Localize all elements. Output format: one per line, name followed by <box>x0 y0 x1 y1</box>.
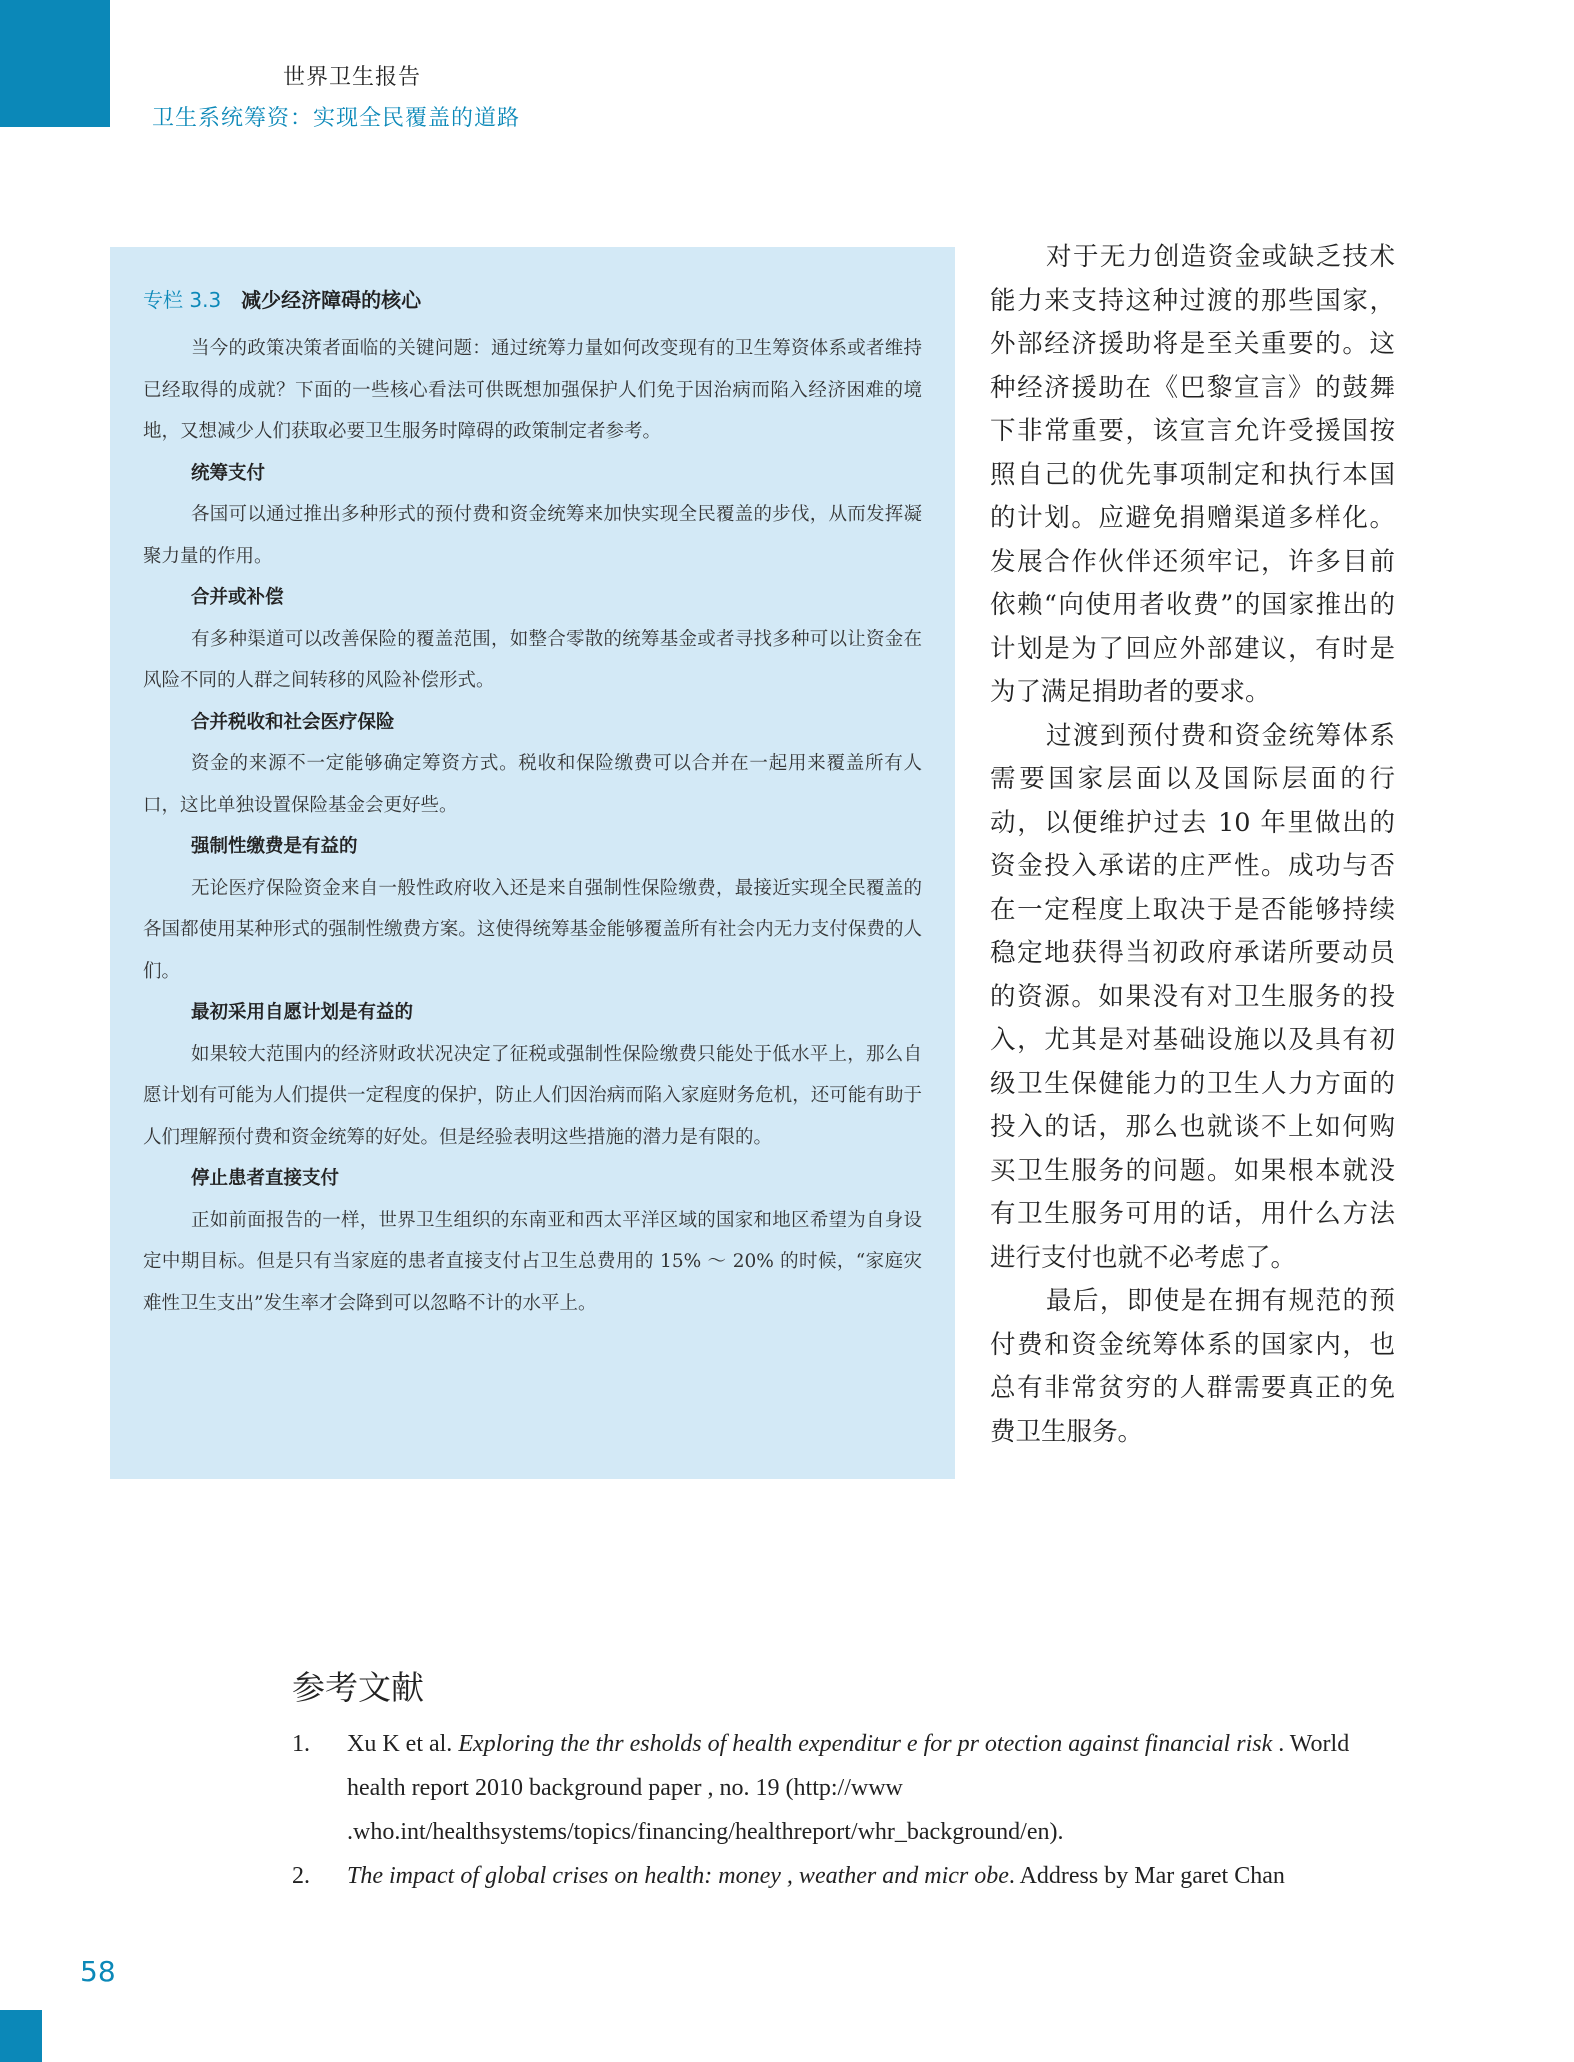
bottom-corner-accent <box>0 2010 42 2062</box>
box-section-heading: 合并或补偿 <box>191 587 284 608</box>
box-section-text: 无论医疗保险资金来自一般性政府收入还是来自强制性保险缴费，最接近实现全民覆盖的各国都使用某种形式的强制性缴费方案。这使得统筹基金能够覆盖所有社会内无力支付保费的人们。 <box>143 877 922 982</box>
box-section-text: 资金的来源不一定能够确定筹资方式。税收和保险缴费可以合并在一起用来覆盖所有人口，这比单独设置保险基金会更好些。 <box>143 753 922 816</box>
box-section-heading: 强制性缴费是有益的 <box>191 836 358 857</box>
box-section-heading: 最初采用自愿计划是有益的 <box>191 1002 414 1023</box>
body-paragraph: 对于无力创造资金或缺乏技术能力来支持这种过渡的那些国家，外部经济援助将是至关重要的。这种经济援助在《巴黎宣言》的鼓舞下非常重要，该宣言允许受援国按照自己的优先事项制定和执行本国的计划。应避免捐赠渠道多样化。发展合作伙伴还须牢记，许多目前依赖“向使用者收费”的国家推出的计划是为了回应外部建议，有时是为了满足捐助者的要求。 <box>990 242 1395 707</box>
box-heading <box>143 283 922 318</box>
running-header-subtitle: 卫生系统筹资：实现全民覆盖的道路 <box>152 106 521 131</box>
box-section-heading: 合并税收和社会医疗保险 <box>191 711 395 733</box>
box-label: 专栏 3.3 <box>143 288 222 312</box>
references-title: 参考文献 <box>292 1668 424 1707</box>
reference-number: 1. <box>292 1731 310 1757</box>
reference-details: . Address by Mar garet Chan <box>1008 1863 1285 1889</box>
box-section-text: 正如前面报告的一样，世界卫生组织的东南亚和西太平洋区域的国家和地区希望为自身设定中期目标。但是只有当家庭的患者直接支付占卫生总费用的 15% ～ 20% 的时候，“家庭灾难性卫生支出”发生率才会降到可以忽略不计的水平上。 <box>143 1209 922 1314</box>
reference-title: The impact of global crises on health: money , weather and micr obe <box>347 1863 1009 1889</box>
body-paragraph: 过渡到预付费和资金统筹体系需要国家层面以及国际层面的行动，以便维护过去 10 年里做出的资金投入承诺的庄严性。成功与否在一定程度上取决于是否能够持续稳定地获得当初政府承诺所要动员的资源。如果没有对卫生服务的投入，尤其是对基础设施以及具有初级卫生保健能力的卫生人力方面的投入的话，那么也就谈不上如何购买卫生服务的问题。如果根本就没有卫生服务可用的话，用什么方法进行支付也就不必考虑了。 <box>990 720 1395 1273</box>
box-section-heading: 停止患者直接支付 <box>191 1168 340 1189</box>
box-section-text: 有多种渠道可以改善保险的覆盖范围，如整合零散的统筹基金或者寻找多种可以让资金在风险不同的人群之间转移的风险补偿形式。 <box>143 628 922 691</box>
box-body <box>143 328 922 1324</box>
box-intro: 当今的政策决策者面临的关键问题：通过统筹力量如何改变现有的卫生筹资体系或者维持已经取得的成就？下面的一些核心看法可供既想加强保护人们免于因治病而陷入经济困难的境地，又想减少人们获取必要卫生服务时障碍的政策制定者参考。 <box>143 338 922 442</box>
box-section-text: 如果较大范围内的经济财政状况决定了征税或强制性保险缴费只能处于低水平上，那么自愿计划有可能为人们提供一定程度的保护，防止人们因治病而陷入家庭财务危机，还可能有助于人们理解预付费和资金统筹的好处。但是经验表明这些措施的潜力是有限的。 <box>143 1043 922 1148</box>
box-section-heading: 统筹支付 <box>191 462 266 484</box>
reference-item <box>292 1722 1392 1854</box>
corner-accent-block <box>0 0 110 127</box>
body-paragraph: 最后，即使是在拥有规范的预付费和资金统筹体系的国家内，也总有非常贫穷的人群需要真正的免费卫生服务。 <box>990 1286 1395 1447</box>
sidebar-box <box>110 247 955 1479</box>
reference-title: Exploring the thr esholds of health expenditur e for pr otection against financial risk <box>458 1731 1273 1757</box>
references-list <box>292 1722 1392 1898</box>
reference-details: . World health report 2010 background paper , no. 19 (http://www .who.int/healthsystems/topics/financing/healthreport/whr_background/en). <box>347 1731 1350 1845</box>
box-title: 减少经济障碍的核心 <box>241 288 422 312</box>
running-header-title: 世界卫生报告 <box>283 65 422 90</box>
reference-number: 2. <box>292 1863 310 1889</box>
box-section-text: 各国可以通过推出多种形式的预付费和资金统筹来加快实现全民覆盖的步伐，从而发挥凝聚力量的作用。 <box>143 504 922 567</box>
page-number: 58 <box>80 1955 116 1988</box>
body-text-column <box>990 236 1395 1454</box>
reference-item <box>292 1854 1392 1898</box>
reference-authors: Xu K et al. <box>347 1731 459 1757</box>
